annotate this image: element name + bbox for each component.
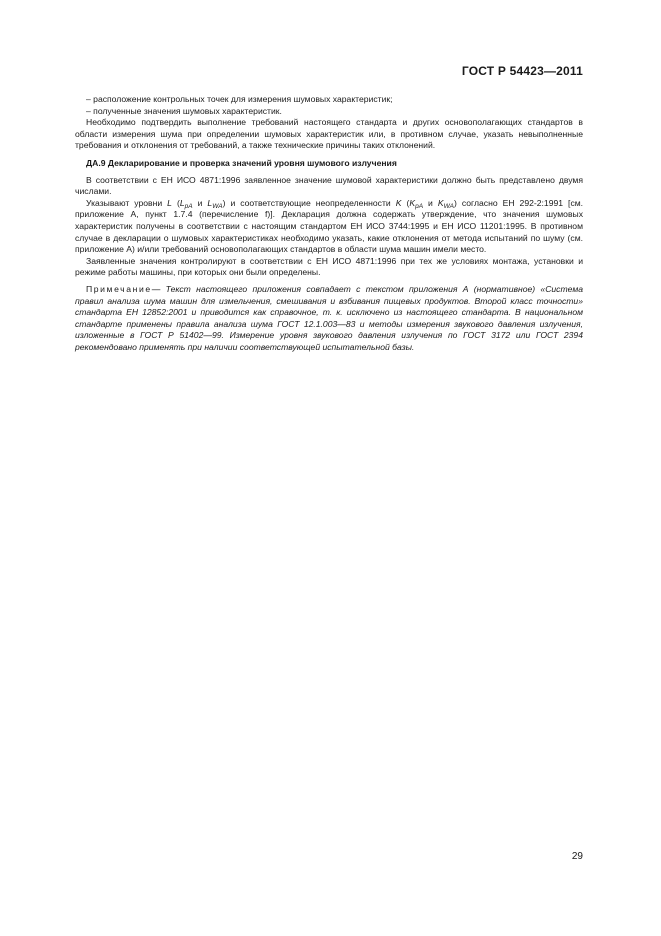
text-run: и xyxy=(423,197,438,208)
symbol-L: L xyxy=(207,197,213,208)
body-text xyxy=(75,94,583,353)
paragraph-compliance: Необходимо подтвердить выполнение требований настоящего стандарта и других основополагающих стандартов в области измерения шума при определении шумовых характеристик или, в противном случае, указать невыполненные требования и отклонения от требований, а также технические причины таких отклонений. xyxy=(75,117,583,151)
subscript-pA: pA xyxy=(415,202,424,210)
paragraph-verification: Заявленные значения контролируют в соответствии с ЕН ИСО 4871:1996 при тех же условиях монтажа, установки и режиме работы машины, при которых они были определены. xyxy=(75,255,583,278)
list-item-obtained-values: – полученные значения шумовых характеристик. xyxy=(86,105,282,116)
paragraph-declared-value: В соответствии с ЕН ИСО 4871:1996 заявленное значение шумовой характеристики должно быть представлено двумя числами. xyxy=(75,174,583,197)
text-run: ) и соответствующие неопределенности xyxy=(222,197,396,208)
symbol-K: K xyxy=(395,197,402,208)
paragraph-levels-uncertainties xyxy=(75,198,583,256)
symbol-L: L xyxy=(179,197,185,208)
text-run: и xyxy=(192,197,208,208)
note-text: — Текст настоящего приложения совпадает с текстом приложения А (нормативное) «Система правил анализа шума машин для измельчения, смешивания и взбивания пищевых продуктов. Второй класс точности» стандарта ЕН 12852:2001 и приводится как справочное, т. к. исключено из настоящего стандарта. В национальном стандарте применены правила анализа шума ГОСТ 12.1.003—83 и методы измерения звукового давления излучения, изложенные в ГОСТ Р 51402—99. Измерение уровня звукового давления излучения по ГОСТ 3172 или ГОСТ 2394 рекомендовано применять при наличии соответствующей испытательной базы. xyxy=(75,283,583,352)
text-run: ( xyxy=(171,197,180,208)
subscript-WA: WA xyxy=(212,202,223,210)
subscript-pA: pA xyxy=(184,202,193,210)
note-label: Примечание xyxy=(86,283,152,294)
document-code: ГОСТ Р 54423—2011 xyxy=(461,64,583,78)
section-title-da9: ДА.9 Декларирование и проверка значений уровня шумового излучения xyxy=(86,157,397,168)
page-number: 29 xyxy=(571,851,583,862)
symbol-K: K xyxy=(437,197,444,208)
symbol-L: L xyxy=(167,197,172,208)
symbol-K: K xyxy=(409,197,416,208)
subscript-WA: WA xyxy=(443,202,454,210)
text-run: Указывают уровни xyxy=(86,197,168,208)
note xyxy=(75,284,583,354)
text-run: ( xyxy=(401,197,410,208)
text-run: ) согласно ЕН 292-2:1991 [см. приложение А, пункт 1.7.4 (перечисление f)]. Декларация должна содержать утверждение, что значения шумовых характеристик получены в соответствии с настоящим стандартом ЕН ИСО 3744:1995 и ЕН ИСО 11201:1995. В противном случае в декларации о шумовых характеристиках необходимо указать, какие отклонения от метода испытаний по шуму (см. приложение А) и/или требований основополагающих стандартов в области шума машин имели место. xyxy=(75,197,584,255)
list-item-control-points: – расположение контрольных точек для измерения шумовых характеристик; xyxy=(86,94,393,104)
